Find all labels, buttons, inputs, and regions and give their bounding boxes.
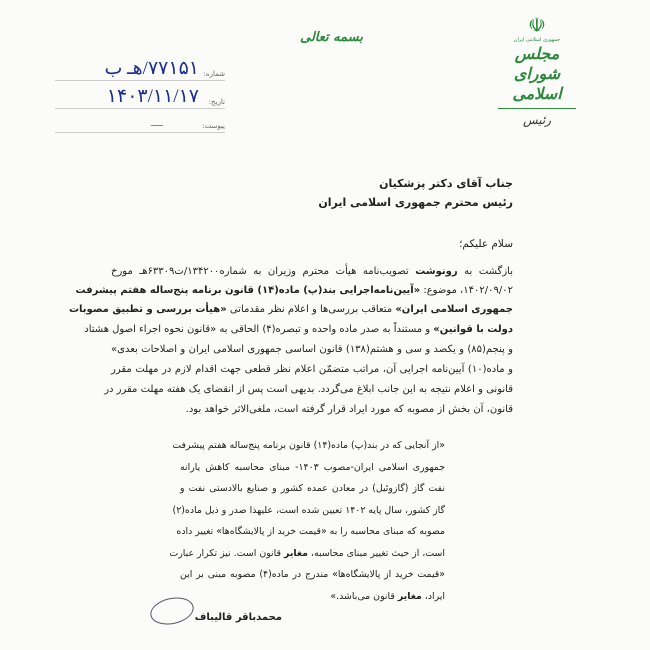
body-line bbox=[111, 404, 513, 415]
recipient-title: رئیس محترم جمهوری اسلامی ایران bbox=[318, 196, 513, 209]
text-run: است، از حیث تغییر مبنای محاسبه، bbox=[307, 548, 445, 559]
text-run: «قیمت خرید از پالایشگاه‌ها» مندرج در ماده(۴) مصوبه مبنی بر این bbox=[180, 569, 445, 580]
text-run: «هیأت بررسی و تطبیق مصوبات bbox=[69, 304, 227, 315]
text-run: تصویب‌نامه هیأت محترم وزیران به شماره۱۳۴۲۰۰/ت۶۳۳۰۹هـ مورخ bbox=[111, 266, 416, 277]
text-run: مغایر bbox=[397, 591, 422, 602]
attachment-value: — bbox=[151, 117, 165, 131]
number-label: شماره: bbox=[203, 70, 225, 78]
letter-number bbox=[55, 56, 225, 81]
body-line bbox=[104, 384, 513, 395]
quote-line bbox=[180, 569, 445, 580]
text-run: ایراد، bbox=[421, 591, 445, 602]
emblem-icon: ☫ bbox=[528, 13, 546, 37]
text-run: گاز کشور، سال پایه ۱۴۰۲ تعیین شده است، علیهذا صدر و ذیل ماده(۲) bbox=[172, 505, 445, 516]
attachment-label: پیوست: bbox=[202, 122, 225, 130]
quote-line bbox=[180, 591, 445, 602]
text-run: قانون می‌باشد.» bbox=[330, 591, 398, 602]
office-title: رئیس bbox=[522, 113, 552, 127]
text-run: جمهوری اسلامی ایران-مصوب ۱۴۰۳- مبنای محاسبه کاهش یارانه bbox=[180, 462, 445, 473]
quote-line bbox=[169, 548, 445, 559]
text-run: و ماده(۱۰) آیین‌نامه اجرایی آن، مراتب متضمّن اعلام نظر قطعی جهت اقدام لازم در مهلت مقرر bbox=[111, 364, 513, 375]
text-run: رونوشت bbox=[415, 266, 458, 277]
body-line bbox=[111, 344, 513, 355]
letter-date bbox=[55, 84, 225, 109]
quote-line bbox=[172, 505, 445, 516]
text-run: نفت گاز (گازوئیل) در معادن عمده کشور و صنایع بالادستی نفت و bbox=[180, 483, 445, 494]
body-line bbox=[111, 364, 513, 375]
text-run: «از آنجایی که در بند(پ) ماده(۱۴) قانون برنامه پنج‌ساله هفتم پیشرفت bbox=[172, 440, 445, 451]
divider bbox=[498, 108, 576, 109]
quote-line bbox=[180, 462, 445, 473]
quote-line bbox=[176, 526, 445, 537]
signatory-name: محمدباقر قالیباف bbox=[194, 612, 282, 623]
text-run: و پنجم(۸۵) و یکصد و سی و هشتم(۱۳۸) قانون اساسی جمهوری اسلامی ایران و اصلاحات بعدی» bbox=[111, 344, 514, 355]
greeting: سلام علیکم؛ bbox=[459, 238, 513, 250]
organization-name: مجلس شورای اسلامی bbox=[512, 44, 562, 103]
quote-line bbox=[180, 483, 445, 494]
text-run: متعاقب بررسی‌ها و اعلام نظر مقدماتی bbox=[226, 304, 396, 315]
text-run: دولت با قوانین» bbox=[433, 324, 513, 335]
text-run: «آیین‌نامه‌اجرایی بند(پ) ماده(۱۴) قانون برنامه پنج‌ساله هفتم پیشرفت bbox=[75, 285, 421, 296]
text-run: مغایر bbox=[283, 548, 308, 559]
body-line bbox=[84, 324, 513, 335]
letter-attachment bbox=[55, 112, 225, 133]
body-line bbox=[69, 304, 513, 315]
country-name: جمهوری اسلامی ایران bbox=[513, 37, 561, 43]
text-run: و مستنداً به صدر ماده واحده و تبصره(۴) الحاقی به «قانون نحوه اجراء اصول هشتاد bbox=[84, 324, 434, 335]
text-run: ۱۴۰۲/۰۹/۰۲، موضوع: bbox=[420, 285, 513, 296]
number-value: ۷۷۱۵۱/هـ ب bbox=[104, 58, 199, 79]
text-run: قانون است. نیز تکرار عبارت bbox=[169, 548, 284, 559]
quote-line bbox=[172, 440, 445, 451]
text-run: جمهوری اسلامی ایران» bbox=[395, 304, 513, 315]
body-line bbox=[75, 285, 513, 296]
text-run: مصوبه که مبنای محاسبه را به «قیمت خرید از پالایشگاه‌ها» تغییر داده bbox=[176, 526, 445, 537]
date-label: تاریخ: bbox=[208, 98, 225, 106]
letterhead-logo bbox=[492, 14, 582, 127]
motto: بسمه تعالی bbox=[300, 30, 363, 45]
text-run: بازگشت به bbox=[457, 266, 513, 277]
body-line bbox=[111, 266, 513, 277]
text-run: قانون، آن بخش از مصوبه که مورد ایراد قرار گرفته است، ملغی‌الاثر خواهد بود. bbox=[185, 404, 513, 415]
recipient-name: جناب آقای دکتر پزشکیان bbox=[379, 177, 513, 190]
text-run: قانونی و اعلام نتیجه به این جانب ابلاغ می‌گردد. بدیهی است پس از انقضای یک هفته مهلت مقرر در bbox=[104, 384, 513, 395]
date-value: ۱۴۰۳/۱۱/۱۷ bbox=[106, 86, 199, 107]
